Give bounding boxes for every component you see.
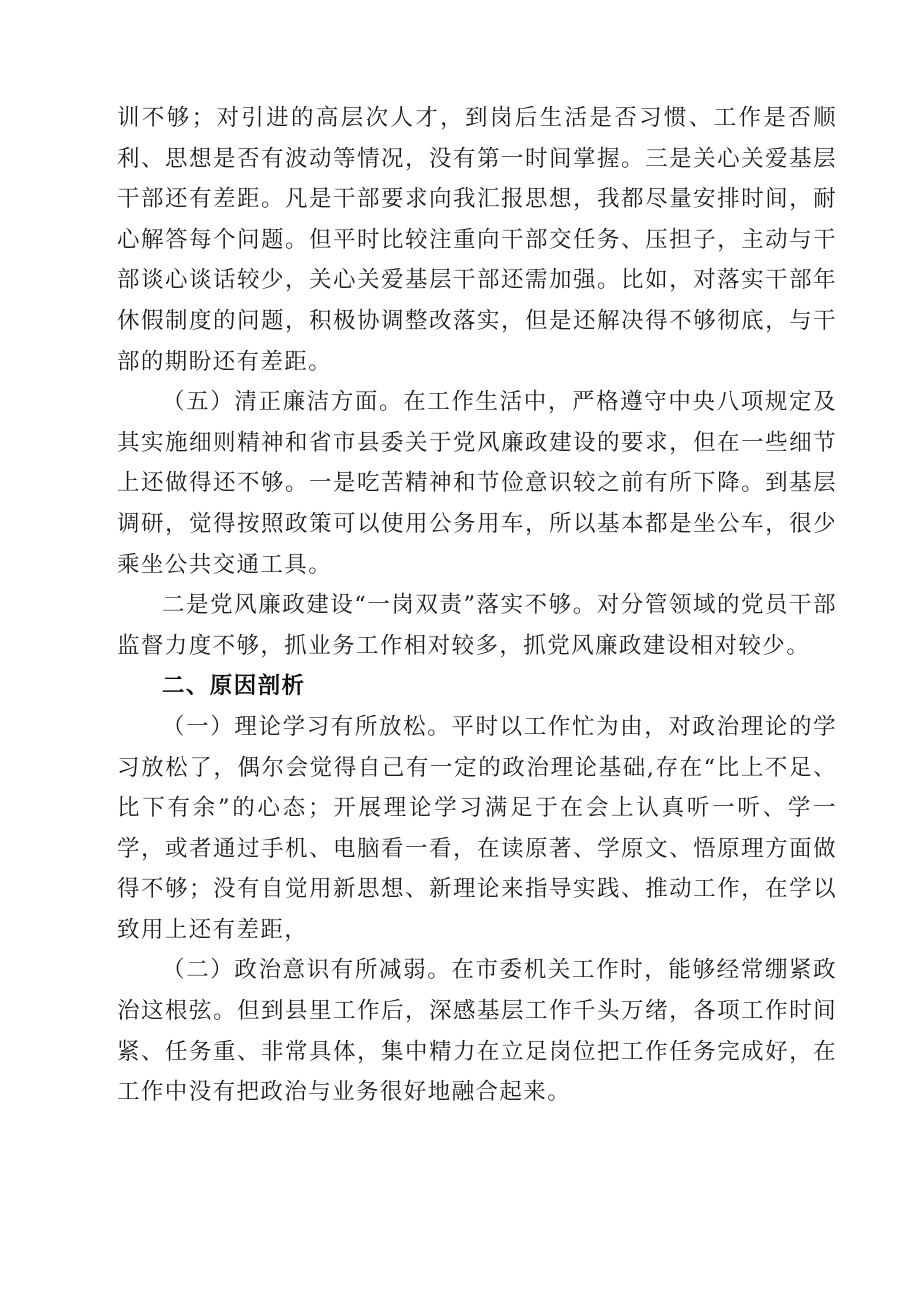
paragraph-political-awareness: （二）政治意识有所减弱。在市委机关工作时，能够经常绷紧政治这根弦。但到县里工作后，深感基层工作千头万绪，各项工作时间紧、任务重、非常具体，集中精力在立足岗位把工作任务完成好，在工作中没有把政治与业务很好地融合起来。 [117, 957, 837, 1106]
document-body [117, 98, 837, 1113]
paragraph-integrity: （五）清正廉洁方面。在工作生活中，严格遵守中央八项规定及其实施细则精神和省市县委关于党风廉政建设的要求，但在一些细节上还做得还不够。一是吃苦精神和节俭意识较之前有所下降。到基层调研，觉得按照政策可以使用公务用车，所以基本都是坐公车，很少乘坐公共交通工具。 [117, 389, 837, 578]
section-heading-cause-analysis: 二、原因剖析 [162, 673, 306, 700]
paragraph-responsibility: 二是党风廉政建设“一岗双责”落实不够。对分管领域的党员干部监督力度不够，抓业务工作相对较多，抓党风廉政建设相对较少。 [117, 592, 837, 659]
paragraph-theory-study: （一）理论学习有所放松。平时以工作忙为由，对政治理论的学习放松了，偶尔会觉得自己有一定的政治理论基础,存在“比上不足、比下有余”的心态；开展理论学习满足于在会上认真听一听、学一学，或者通过手机、电脑看一看，在读原著、学原文、悟原理方面做得不够；没有自觉用新思想、新理论来指导实践、推动工作，在学以致用上还有差距， [117, 713, 837, 943]
continuation-paragraph: 训不够；对引进的高层次人才，到岗后生活是否习惯、工作是否顺利、思想是否有波动等情况，没有第一时间掌握。三是关心关爱基层干部还有差距。凡是干部要求向我汇报思想，我都尽量安排时间，耐心解答每个问题。但平时比较注重向干部交任务、压担子，主动与干部谈心谈话较少，关心关爱基层干部还需加强。比如，对落实干部年休假制度的问题，积极协调整改落实，但是还解决得不够彻底，与干部的期盼还有差距。 [117, 105, 837, 375]
